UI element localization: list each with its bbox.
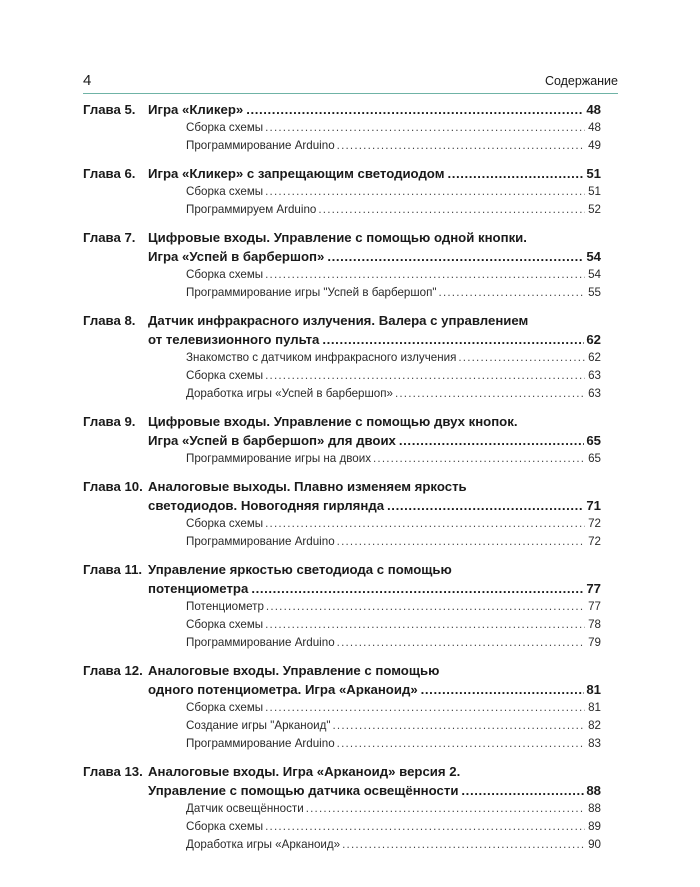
section-entry[interactable] [186,203,601,221]
chapter-page-number: 51 [586,166,601,181]
toc-chapter [83,230,601,304]
chapter-page-number: 88 [586,783,601,798]
toc-chapter [83,166,601,221]
dot-leader [265,517,585,530]
section-title: Датчик освещённости [186,802,304,815]
section-title: Сборка схемы [186,517,264,530]
chapter-title-line[interactable] [83,249,601,268]
toc-chapter [83,663,601,755]
chapter-title-text: Аналоговые выходы. Плавно изменяем яркость [148,479,467,494]
chapter-title-text: Игра «Успей в барбершоп» [148,249,325,264]
running-title: Содержание [544,74,618,88]
section-page-number: 63 [588,387,601,400]
chapter-title-line[interactable] [83,783,601,802]
dot-leader [246,102,584,117]
chapter-title-text: Игра «Кликер» с запрещающим светодиодом [148,166,445,181]
chapter-title-text: Управление с помощью датчика освещённости [148,783,459,798]
section-page-number: 78 [588,618,601,631]
chapter-label: Глава 5. [83,102,136,117]
chapter-title-text: одного потенциометра. Игра «Арканоид» [148,682,418,697]
section-title: Создание игры "Арканоид" [186,719,331,732]
chapter-page-number: 62 [586,332,601,347]
chapter-page-number: 54 [586,249,601,264]
dot-leader [399,433,584,448]
chapter-title-text: Аналоговые входы. Управление с помощью [148,663,440,678]
dot-leader [327,249,584,264]
dot-leader [337,139,585,152]
chapter-label: Глава 13. [83,764,143,779]
chapter-title-line [83,230,601,249]
section-entry[interactable] [186,600,601,618]
toc-chapter [83,102,601,157]
dot-leader [337,737,585,750]
section-title: Программируем Arduino [186,203,317,216]
page-header [83,70,618,92]
section-title: Сборка схемы [186,185,264,198]
chapter-label: Глава 6. [83,166,136,181]
section-entry[interactable] [186,618,601,636]
section-title: Программирование игры на двоих [186,452,371,465]
toc-chapter [83,479,601,553]
dot-leader [458,351,585,364]
section-page-number: 48 [588,121,601,134]
section-entry[interactable] [186,737,601,755]
chapter-title-text: потенциометра [148,581,249,596]
chapter-title-text: Игра «Кликер» [148,102,244,117]
dot-leader [461,783,584,798]
section-entry[interactable] [186,636,601,654]
section-page-number: 72 [588,535,601,548]
section-title: Программирование игры "Успей в барбершоп" [186,286,437,299]
dot-leader [265,268,585,281]
page-number: 4 [83,72,92,89]
chapter-title-line [83,479,601,498]
dot-leader [251,581,584,596]
section-page-number: 49 [588,139,601,152]
toc-chapter [83,562,601,654]
section-entry[interactable] [186,268,601,286]
chapter-title-line[interactable] [83,166,601,185]
section-title: Программирование Arduino [186,139,335,152]
dot-leader [318,203,585,216]
table-of-contents [83,102,601,865]
dot-leader [306,802,585,815]
dot-leader [447,166,584,181]
section-page-number: 55 [588,286,601,299]
section-title: Доработка игры «Успей в барбершоп» [186,387,393,400]
dot-leader [265,121,585,134]
dot-leader [395,387,585,400]
section-entry[interactable] [186,802,601,820]
chapter-title-line[interactable] [83,498,601,517]
chapter-page-number: 71 [586,498,601,513]
dot-leader [439,286,586,299]
section-entry[interactable] [186,535,601,553]
section-page-number: 54 [588,268,601,281]
dot-leader [265,618,585,631]
section-title: Доработка игры «Арканоид» [186,838,341,851]
dot-leader [265,369,585,382]
chapter-page-number: 77 [586,581,601,596]
section-title: Сборка схемы [186,369,264,382]
section-title: Программирование Arduino [186,737,335,750]
dot-leader [322,332,584,347]
dot-leader [421,682,585,697]
chapter-title-text: Датчик инфракрасного излучения. Валера с управлением [148,313,529,328]
chapter-title-line [83,313,601,332]
section-title: Сборка схемы [186,820,264,833]
dot-leader [265,701,585,714]
section-page-number: 89 [588,820,601,833]
dot-leader [265,185,585,198]
section-title: Сборка схемы [186,121,264,134]
chapter-title-line [83,663,601,682]
chapter-title-text: Управление яркостью светодиода с помощью [148,562,452,577]
section-title: Программирование Arduino [186,636,335,649]
section-page-number: 81 [588,701,601,714]
section-title: Сборка схемы [186,701,264,714]
chapter-title-line [83,562,601,581]
chapter-title-line[interactable] [83,102,601,121]
chapter-label: Глава 9. [83,414,136,429]
section-page-number: 83 [588,737,601,750]
section-entry[interactable] [186,719,601,737]
chapter-title-text: Аналоговые входы. Игра «Арканоид» версия 2. [148,764,461,779]
section-entry[interactable] [186,517,601,535]
section-page-number: 63 [588,369,601,382]
section-title: Потенциометр [186,600,264,613]
section-entry[interactable] [186,351,601,369]
chapter-label: Глава 8. [83,313,136,328]
header-rule [83,93,618,94]
section-entry[interactable] [186,387,601,405]
section-entry[interactable] [186,369,601,387]
chapter-label: Глава 7. [83,230,136,245]
chapter-page-number: 81 [586,682,601,697]
chapter-label: Глава 11. [83,562,143,577]
dot-leader [387,498,584,513]
section-page-number: 62 [588,351,601,364]
section-entry[interactable] [186,820,601,838]
section-page-number: 52 [588,203,601,216]
section-entry[interactable] [186,286,601,304]
section-page-number: 90 [588,838,601,851]
chapter-label: Глава 10. [83,479,143,494]
section-title: Программирование Arduino [186,535,335,548]
section-entry[interactable] [186,121,601,139]
section-page-number: 77 [588,600,601,613]
chapter-title-text: Цифровые входы. Управление с помощью одной кнопки. [148,230,527,245]
chapter-title-line[interactable] [83,682,601,701]
dot-leader [265,820,585,833]
section-page-number: 82 [588,719,601,732]
chapter-label: Глава 12. [83,663,143,678]
chapter-title-line[interactable] [83,332,601,351]
section-page-number: 51 [588,185,601,198]
section-title: Знакомство с датчиком инфракрасного излучения [186,351,457,364]
section-title: Сборка схемы [186,268,264,281]
dot-leader [266,600,585,613]
chapter-title-line [83,414,601,433]
section-page-number: 88 [588,802,601,815]
section-entry[interactable] [186,452,601,470]
chapter-title-text: Игра «Успей в барбершоп» для двоих [148,433,396,448]
chapter-title-text: Цифровые входы. Управление с помощью двух кнопок. [148,414,518,429]
chapter-title-text: от телевизионного пульта [148,332,320,347]
section-page-number: 72 [588,517,601,530]
chapter-title-line [83,764,601,783]
chapter-page-number: 48 [586,102,601,117]
section-page-number: 65 [588,452,601,465]
toc-chapter [83,764,601,856]
dot-leader [333,719,586,732]
dot-leader [373,452,585,465]
dot-leader [337,535,585,548]
toc-chapter [83,414,601,470]
section-entry[interactable] [186,838,601,856]
dot-leader [342,838,585,851]
chapter-title-line[interactable] [83,433,601,452]
section-entry[interactable] [186,701,601,719]
section-entry[interactable] [186,185,601,203]
toc-chapter [83,313,601,405]
section-entry[interactable] [186,139,601,157]
chapter-title-line[interactable] [83,581,601,600]
chapter-page-number: 65 [586,433,601,448]
dot-leader [337,636,585,649]
section-page-number: 79 [588,636,601,649]
section-title: Сборка схемы [186,618,264,631]
chapter-title-text: светодиодов. Новогодняя гирлянда [148,498,385,513]
